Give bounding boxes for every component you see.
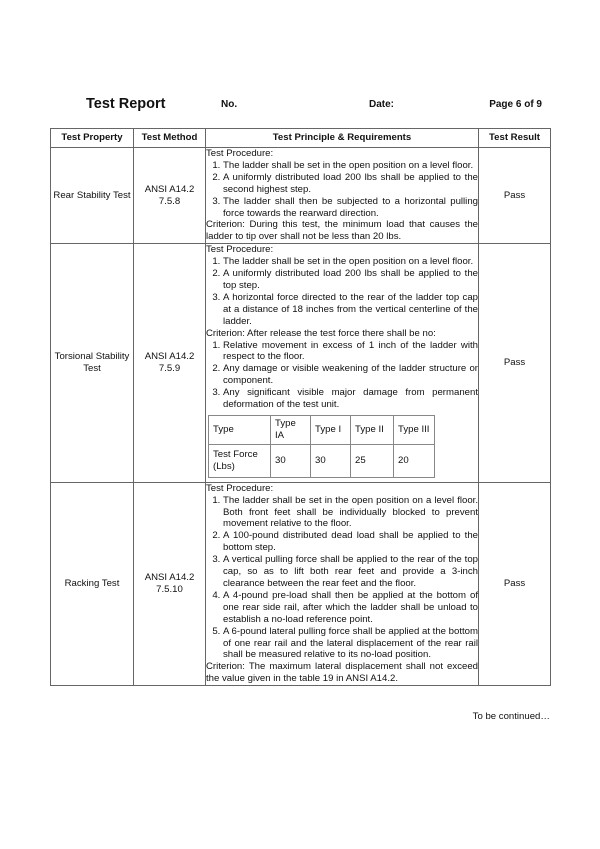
procedure-step: 2. A uniformly distributed load 200 lbs shall be applied to the second highest step. (223, 172, 478, 196)
procedure-steps (206, 160, 478, 220)
test-principle-cell (206, 244, 479, 483)
procedure-step: 5. A 6-pound lateral pulling force shall be applied at the bottom of one rear rail and the lateral displacement of the rear rail shall be measured relative to its no-load position. (223, 626, 478, 662)
continued-note: To be continued… (472, 711, 550, 722)
test-principle-cell (206, 482, 479, 685)
procedure-step: 3. A horizontal force directed to the rear of the ladder top cap at a distance of 18 inches from the vertical centerline of the ladder. (223, 292, 478, 328)
force-table-cell: 30 (271, 444, 311, 477)
criterion-item: 2. Any damage or visible weakening of the ladder structure or component. (223, 363, 478, 387)
procedure-step: 1. The ladder shall be set in the open position on a level floor. (223, 256, 478, 268)
report-title: Test Report (86, 96, 166, 112)
criterion-text: Criterion: The maximum lateral displacement shall not exceed the value given in the table 19 in ANSI A14.2. (206, 661, 478, 685)
procedure-step: 1. The ladder shall be set in the open position on a level floor. Both front feet shall be individually blocked to prevent movement relative to the floor. (223, 495, 478, 531)
procedure-step: 1. The ladder shall be set in the open position on a level floor. (223, 160, 478, 172)
test-property-cell: Rear Stability Test (51, 148, 134, 244)
table-header-row (51, 129, 551, 148)
column-header-method: Test Method (134, 129, 206, 148)
report-number-label: No. (221, 99, 238, 110)
force-table-cell: Type II (351, 415, 394, 444)
column-header-principle: Test Principle & Requirements (206, 129, 479, 148)
test-results-table (50, 128, 551, 686)
table-row (51, 244, 551, 483)
force-table-header-row (209, 415, 435, 444)
column-header-result: Test Result (479, 129, 551, 148)
table-row (51, 482, 551, 685)
criterion-item: 3. Any significant visible major damage from permanent deformation of the test unit. (223, 387, 478, 411)
force-table-cell: 30 (311, 444, 351, 477)
force-table-cell: Type I (311, 415, 351, 444)
criterion-text: Criterion: After release the test force there shall be no: (206, 327, 436, 339)
test-method-cell: ANSI A14.2 7.5.10 (134, 482, 206, 685)
report-header (50, 96, 550, 118)
test-result-cell: Pass (479, 148, 551, 244)
force-table-value-row (209, 444, 435, 477)
procedure-step: 3. The ladder shall then be subjected to a horizontal pulling force towards the rearward direction. (223, 196, 478, 220)
criterion-text: Criterion: During this test, the minimum load that causes the ladder to tip over shall not be less than 20 lbs. (206, 219, 478, 243)
force-table-cell: Type (209, 415, 271, 444)
report-date-label: Date: (369, 99, 395, 110)
force-table-cell: Type IA (271, 415, 311, 444)
procedure-step: 3. A vertical pulling force shall be applied to the rear of the top cap, so as to lift both rear feet and provide a 3-inch clearance between the rear feet and the floor. (223, 554, 478, 590)
force-table-cell: Test Force (Lbs) (209, 444, 271, 477)
force-table-cell: 25 (351, 444, 394, 477)
criterion-items (206, 340, 478, 411)
criterion-item: 1. Relative movement in excess of 1 inch of the ladder with respect to the floor. (223, 340, 478, 364)
column-header-property: Test Property (51, 129, 134, 148)
test-force-table (208, 415, 435, 478)
test-property-cell: Torsional Stability Test (51, 244, 134, 483)
procedure-label: Test Procedure: (206, 482, 274, 494)
test-principle-cell (206, 148, 479, 244)
test-result-cell: Pass (479, 482, 551, 685)
procedure-step: 2. A uniformly distributed load 200 lbs shall be applied to the top step. (223, 268, 478, 292)
force-table-cell: Type III (394, 415, 435, 444)
procedure-steps (206, 495, 478, 662)
procedure-label: Test Procedure: (206, 148, 274, 159)
test-property-cell: Racking Test (51, 482, 134, 685)
procedure-label: Test Procedure: (206, 244, 274, 256)
test-method-cell: ANSI A14.2 7.5.9 (134, 244, 206, 483)
procedure-step: 2. A 100-pound distributed dead load shall be applied to the bottom step. (223, 530, 478, 554)
procedure-steps (206, 256, 478, 327)
page-number: Page 6 of 9 (489, 99, 542, 110)
table-row (51, 148, 551, 244)
force-table-cell: 20 (394, 444, 435, 477)
test-method-cell: ANSI A14.2 7.5.8 (134, 148, 206, 244)
procedure-step: 4. A 4-pound pre-load shall then be applied at the bottom of one rear side rail, after which the ladder shall be unload to establish a no-load reference point. (223, 590, 478, 626)
test-result-cell: Pass (479, 244, 551, 483)
